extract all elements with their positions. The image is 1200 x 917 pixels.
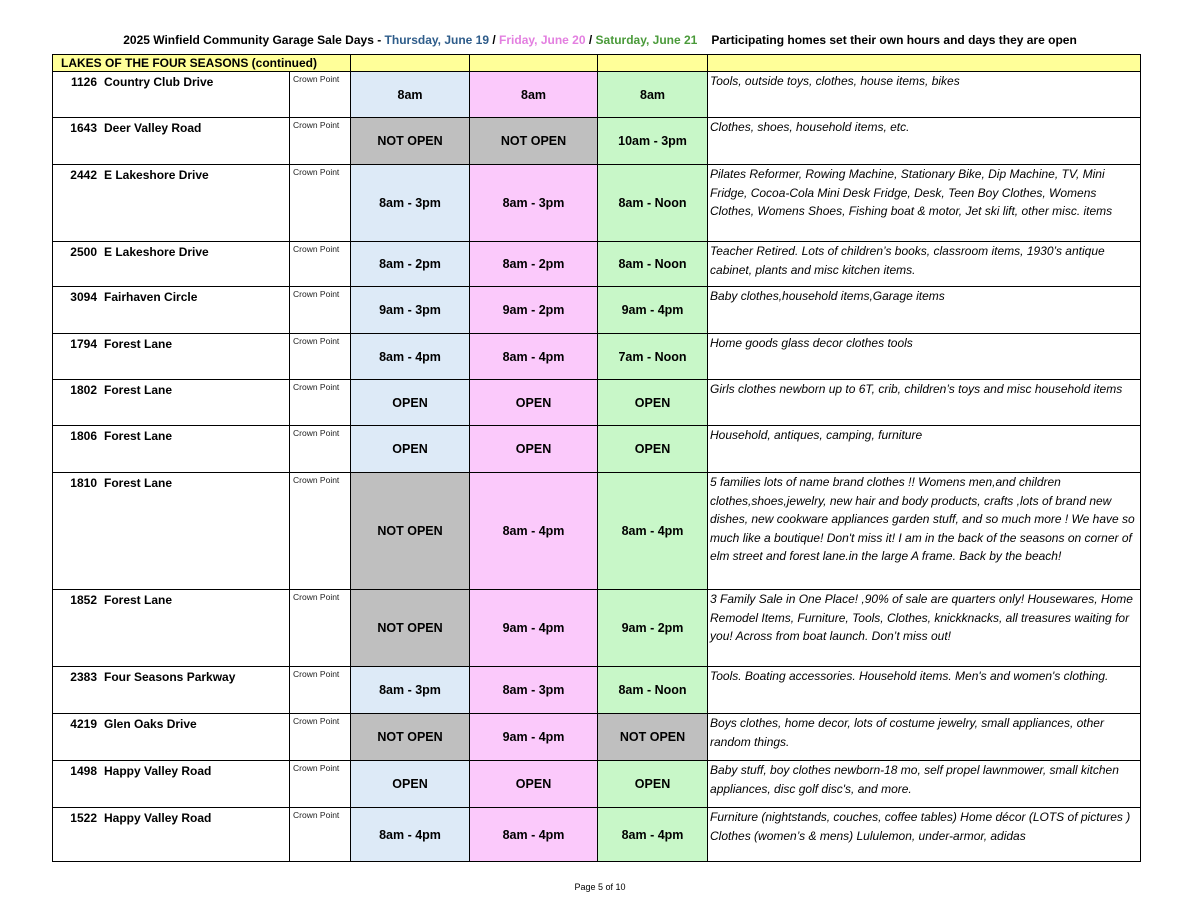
sat-hours-cell: 8am - 4pm: [598, 473, 708, 590]
street-name: Forest Lane: [104, 337, 173, 351]
table-row: [53, 714, 1141, 761]
address-cell: [53, 667, 290, 714]
sat-hours-cell: OPEN: [598, 761, 708, 808]
fri-hours-cell: OPEN: [470, 380, 598, 426]
street-name: Four Seasons Parkway: [104, 670, 236, 684]
header-slash: /: [585, 33, 596, 47]
thu-hours-cell: NOT OPEN: [351, 473, 470, 590]
city-cell: Crown Point: [290, 667, 351, 714]
city-cell: Crown Point: [290, 808, 351, 862]
thu-hours-cell: 9am - 3pm: [351, 287, 470, 334]
house-number: 2500: [70, 245, 97, 259]
city-cell: Crown Point: [290, 118, 351, 165]
sat-hours-cell: 9am - 2pm: [598, 590, 708, 667]
thu-hours-cell: NOT OPEN: [351, 714, 470, 761]
fri-hours-cell: 8am - 4pm: [470, 334, 598, 380]
description-cell: Household, antiques, camping, furniture: [708, 426, 1141, 473]
house-number: 1802: [70, 383, 97, 397]
street-name: E Lakeshore Drive: [104, 168, 209, 182]
table-row: [53, 334, 1141, 380]
address-cell: [53, 473, 290, 590]
fri-hours-cell: 8am - 4pm: [470, 808, 598, 862]
description-cell: Baby clothes,household items,Garage items: [708, 287, 1141, 334]
sat-hours-cell: 8am - Noon: [598, 667, 708, 714]
sat-hours-cell: 10am - 3pm: [598, 118, 708, 165]
description-cell: Tools. Boating accessories. Household items. Men's and women's clothing.: [708, 667, 1141, 714]
street-name: Country Club Drive: [104, 75, 214, 89]
fri-hours-cell: 8am - 3pm: [470, 667, 598, 714]
address-cell: [53, 242, 290, 287]
fri-hours-cell: 8am - 2pm: [470, 242, 598, 287]
fri-hours-cell: 9am - 2pm: [470, 287, 598, 334]
sat-hours-cell: 9am - 4pm: [598, 287, 708, 334]
address-cell: [53, 714, 290, 761]
thu-hours-cell: OPEN: [351, 426, 470, 473]
table-row: [53, 426, 1141, 473]
city-cell: Crown Point: [290, 590, 351, 667]
description-cell: 3 Family Sale in One Place! ,90% of sale are quarters only! Housewares, Home Remodel Items, Furniture, Tools, Clothes, knickknacks, all treasures waiting for you! Across from boat launch. Don’t miss out!: [708, 590, 1141, 667]
street-name: Forest Lane: [104, 476, 173, 490]
address-cell: [53, 426, 290, 473]
city-cell: Crown Point: [290, 380, 351, 426]
address-cell: [53, 380, 290, 426]
city-cell: Crown Point: [290, 334, 351, 380]
address-cell: [53, 118, 290, 165]
city-cell: Crown Point: [290, 165, 351, 242]
table-row: [53, 380, 1141, 426]
house-number: 1852: [70, 593, 97, 607]
fri-hours-cell: 9am - 4pm: [470, 590, 598, 667]
table-row: [53, 473, 1141, 590]
house-number: 4219: [70, 717, 97, 731]
table-row: [53, 72, 1141, 118]
house-number: 1126: [70, 75, 97, 89]
description-cell: Clothes, shoes, household items, etc.: [708, 118, 1141, 165]
street-name: Deer Valley Road: [104, 121, 202, 135]
thu-hours-cell: OPEN: [351, 380, 470, 426]
address-cell: [53, 165, 290, 242]
fri-hours-cell: 8am - 4pm: [470, 473, 598, 590]
city-cell: Crown Point: [290, 761, 351, 808]
header-title: 2025 Winfield Community Garage Sale Days -: [123, 33, 385, 47]
address-cell: [53, 590, 290, 667]
thu-hours-cell: 8am - 4pm: [351, 808, 470, 862]
garage-sale-table: [52, 54, 1141, 862]
thu-hours-cell: NOT OPEN: [351, 118, 470, 165]
thu-hours-cell: OPEN: [351, 761, 470, 808]
street-name: Happy Valley Road: [104, 811, 212, 825]
description-cell: Boys clothes, home decor, lots of costume jewelry, small appliances, other random things.: [708, 714, 1141, 761]
city-cell: Crown Point: [290, 287, 351, 334]
table-row: [53, 808, 1141, 862]
address-cell: [53, 72, 290, 118]
city-cell: Crown Point: [290, 714, 351, 761]
fri-hours-cell: 8am: [470, 72, 598, 118]
thu-hours-cell: 8am - 4pm: [351, 334, 470, 380]
address-cell: [53, 287, 290, 334]
table-row: [53, 667, 1141, 714]
thu-hours-cell: 8am - 2pm: [351, 242, 470, 287]
street-name: Fairhaven Circle: [104, 290, 198, 304]
table-row: [53, 242, 1141, 287]
fri-hours-cell: OPEN: [470, 426, 598, 473]
thu-hours-cell: 8am: [351, 72, 470, 118]
sat-hours-cell: OPEN: [598, 426, 708, 473]
table-row: [53, 165, 1141, 242]
address-cell: [53, 761, 290, 808]
table-row: [53, 287, 1141, 334]
description-cell: Pilates Reformer, Rowing Machine, Stationary Bike, Dip Machine, TV, Mini Fridge, Cocoa-Cola Mini Desk Fridge, Desk, Teen Boy Clothes, Womens Clothes, Womens Shoes, Fishing boat & motor, Jet ski lift, other misc. items: [708, 165, 1141, 242]
city-cell: Crown Point: [290, 473, 351, 590]
street-name: Happy Valley Road: [104, 764, 212, 778]
description-cell: Teacher Retired. Lots of children’s books, classroom items, 1930’s antique cabinet, plants and misc kitchen items.: [708, 242, 1141, 287]
street-name: Glen Oaks Drive: [104, 717, 197, 731]
sat-hours-cell: 8am - Noon: [598, 165, 708, 242]
section-title: LAKES OF THE FOUR SEASONS (continued): [53, 55, 351, 72]
house-number: 1643: [70, 121, 97, 135]
section-row: [53, 55, 1141, 72]
table-row: [53, 761, 1141, 808]
house-number: 2442: [70, 168, 97, 182]
header-slash: /: [489, 33, 500, 47]
sat-hours-cell: OPEN: [598, 380, 708, 426]
city-cell: Crown Point: [290, 72, 351, 118]
sat-hours-cell: NOT OPEN: [598, 714, 708, 761]
page-footer: Page 5 of 10: [574, 882, 626, 892]
thu-hours-cell: 8am - 3pm: [351, 667, 470, 714]
house-number: 1522: [70, 811, 97, 825]
sat-hours-cell: 8am - Noon: [598, 242, 708, 287]
address-cell: [53, 808, 290, 862]
address-cell: [53, 334, 290, 380]
fri-hours-cell: 9am - 4pm: [470, 714, 598, 761]
description-cell: Baby stuff, boy clothes newborn-18 mo, self propel lawnmower, small kitchen appliances, disc golf disc's, and more.: [708, 761, 1141, 808]
description-cell: Tools, outside toys, clothes, house items, bikes: [708, 72, 1141, 118]
description-cell: Home goods glass decor clothes tools: [708, 334, 1141, 380]
street-name: Forest Lane: [104, 593, 173, 607]
sat-hours-cell: 7am - Noon: [598, 334, 708, 380]
page-header: [0, 33, 1200, 47]
header-saturday: Saturday, June 21: [595, 33, 698, 47]
fri-hours-cell: OPEN: [470, 761, 598, 808]
fri-hours-cell: NOT OPEN: [470, 118, 598, 165]
house-number: 1806: [70, 429, 97, 443]
fri-hours-cell: 8am - 3pm: [470, 165, 598, 242]
house-number: 1498: [70, 764, 97, 778]
header-note: Participating homes set their own hours and days they are open: [711, 33, 1077, 47]
thu-hours-cell: NOT OPEN: [351, 590, 470, 667]
description-cell: 5 families lots of name brand clothes !! Womens men,and children clothes,shoes,jewelry, new hair and body products, crafts ,lots of brand new dishes, new cookware appliances garden stuff, and so much more ! We have so much like a boutique! Don't miss it! I am in the back of the seasons on corner of elm street and forest lane.in the large A frame. Back by the beach!: [708, 473, 1141, 590]
street-name: E Lakeshore Drive: [104, 245, 209, 259]
house-number: 1794: [70, 337, 97, 351]
city-cell: Crown Point: [290, 242, 351, 287]
table-row: [53, 590, 1141, 667]
street-name: Forest Lane: [104, 383, 173, 397]
description-cell: Girls clothes newborn up to 6T, crib, children’s toys and misc household items: [708, 380, 1141, 426]
street-name: Forest Lane: [104, 429, 173, 443]
thu-hours-cell: 8am - 3pm: [351, 165, 470, 242]
house-number: 2383: [70, 670, 97, 684]
sat-hours-cell: 8am: [598, 72, 708, 118]
header-friday: Friday, June 20: [499, 33, 586, 47]
house-number: 1810: [70, 476, 97, 490]
description-cell: Furniture (nightstands, couches, coffee tables) Home décor (LOTS of pictures ) Clothes (women’s & mens) Lululemon, under-armor, adidas: [708, 808, 1141, 862]
house-number: 3094: [70, 290, 97, 304]
table-row: [53, 118, 1141, 165]
header-thursday: Thursday, June 19: [384, 33, 490, 47]
sat-hours-cell: 8am - 4pm: [598, 808, 708, 862]
city-cell: Crown Point: [290, 426, 351, 473]
